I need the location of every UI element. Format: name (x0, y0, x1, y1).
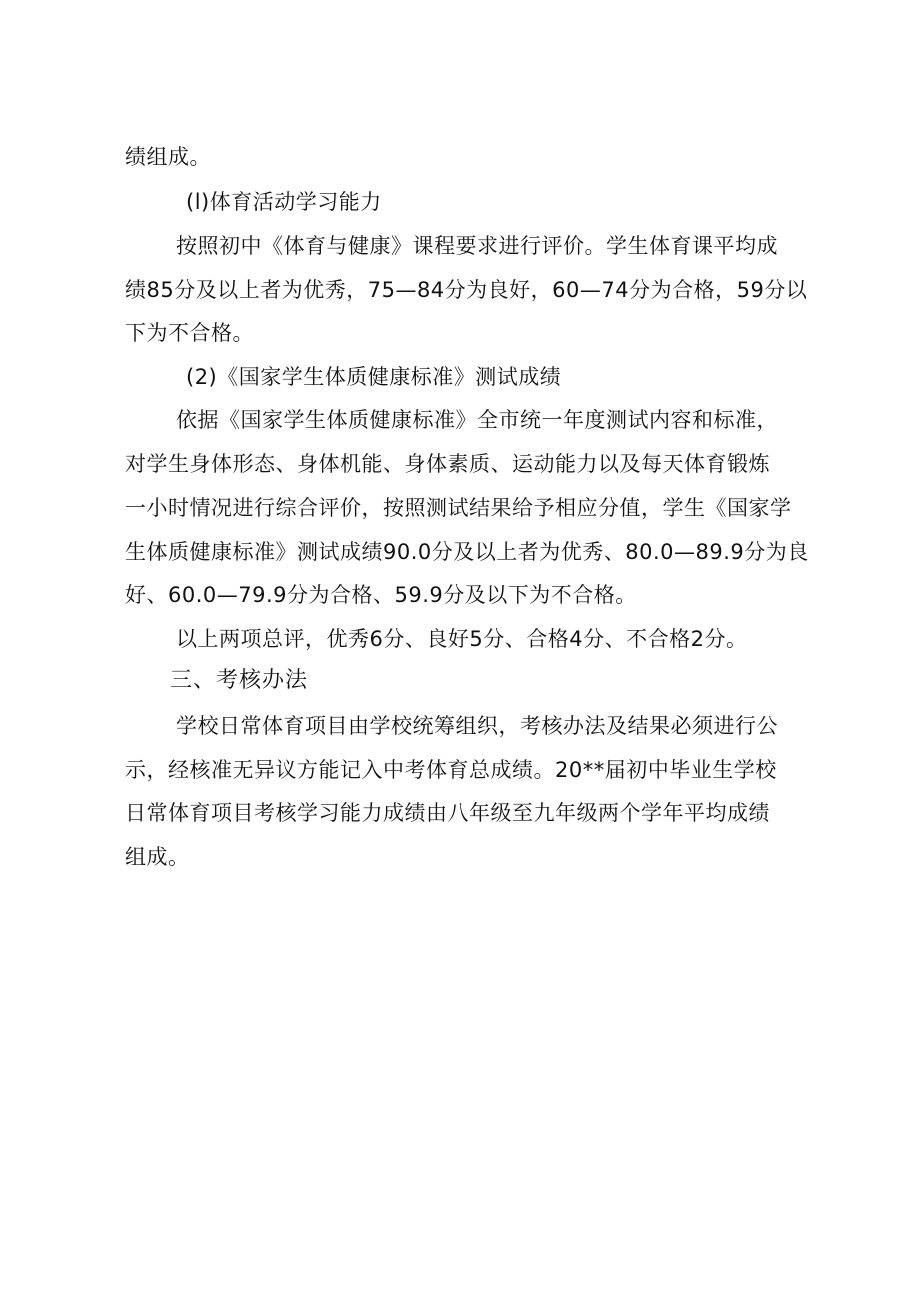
subheading-fitness-standard: (2)《国家学生体质健康标准》测试成绩 (186, 365, 562, 389)
paragraph-line: 示，经核准无异议方能记入中考体育总成绩。20**届初中毕业生学校 (125, 758, 777, 782)
paragraph-line: 对学生身体形态、身体机能、身体素质、运动能力以及每天体育锻炼 (125, 452, 770, 476)
paragraph-line: 组成。 (125, 845, 190, 869)
paragraph-line: 一小时情况进行综合评价，按照测试结果给予相应分值，学生《国家学 (125, 496, 792, 520)
paragraph-line: 以上两项总评，优秀6分、良好5分、合格4分、不合格2分。 (176, 627, 748, 651)
paragraph-continuation: 绩组成。 (125, 145, 211, 169)
paragraph-line: 学校日常体育项目由学校统筹组织，考核办法及结果必须进行公 (176, 714, 778, 738)
paragraph-line: 按照初中《体育与健康》课程要求进行评价。学生体育课平均成 (176, 234, 778, 258)
section-heading-assessment: 三、考核办法 (170, 668, 309, 693)
paragraph-line: 日常体育项目考核学习能力成绩由八年级至九年级两个学年平均成绩 (125, 801, 770, 825)
paragraph-line: 下为不合格。 (125, 321, 254, 345)
paragraph-line: 依据《国家学生体质健康标准》全市统一年度测试内容和标准， (176, 408, 778, 432)
paragraph-line: 生体质健康标准》测试成绩90.0分及以上者为优秀、80.0—89.9分为良 (125, 540, 809, 564)
paragraph-line: 好、60.0—79.9分为合格、59.9分及以下为不合格。 (125, 583, 637, 607)
subheading-sports-activity: (l)体育活动学习能力 (186, 190, 382, 214)
paragraph-line: 绩85分及以上者为优秀，75—84分为良好，60—74分为合格，59分以 (125, 278, 808, 302)
